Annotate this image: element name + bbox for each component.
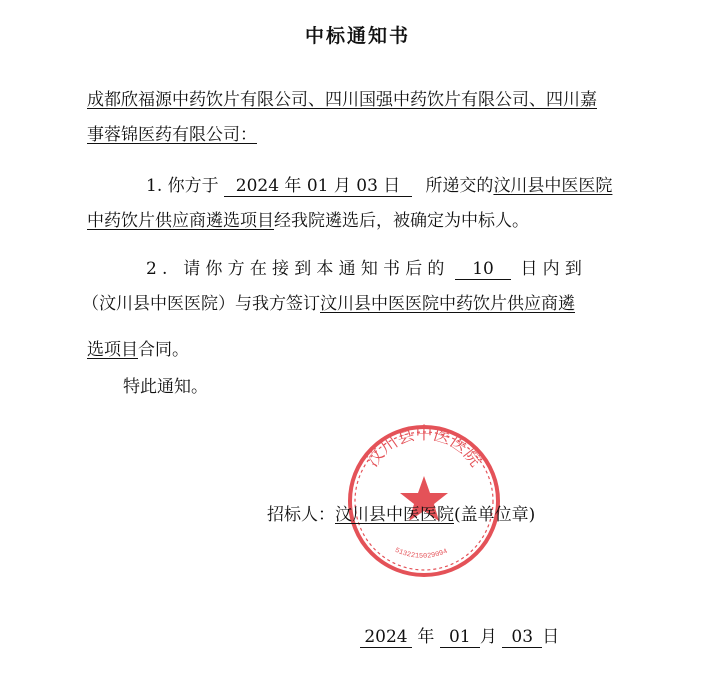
seal-code: 5132215029094: [393, 546, 449, 561]
item-2-line-3: [87, 338, 189, 362]
seal-name: 汶川县中医医院: [362, 424, 486, 471]
item-2-days: 10: [455, 259, 511, 280]
svg-text:5132215029094: [393, 547, 448, 561]
footer-date: [360, 625, 559, 649]
item-2-line-2: [82, 292, 575, 316]
official-seal-stamp: [344, 421, 504, 581]
footer-day-unit: 日: [542, 627, 560, 647]
footer-year-unit: 年: [417, 627, 435, 647]
signature-label: 招标人：: [267, 505, 335, 525]
signature-line: [267, 503, 535, 527]
item-2-project-b: 选项目: [87, 340, 138, 360]
item-1-middle: 所递交的: [425, 176, 494, 196]
item-2-prefix: 2. 请你方在接到本通知书后的: [146, 259, 450, 279]
item-2-line3-suffix: 合同。: [138, 340, 189, 360]
item-1-line-1: [146, 174, 612, 198]
item-1-project-a: 汶川县中医医院: [493, 176, 613, 196]
footer-month: 01: [440, 627, 480, 648]
closing-notice: 特此通知。: [123, 377, 208, 397]
item-1-suffix: 经我院遴选后，被确定为中标人。: [274, 211, 529, 231]
footer-day: 03: [502, 627, 542, 648]
recipients-line-1: 成都欣福源中药饮片有限公司、四川国强中药饮片有限公司、四川嘉: [87, 90, 597, 110]
signature-name: 汶川县中医医院: [335, 505, 454, 525]
footer-year: 2024: [360, 627, 412, 648]
item-1-prefix: 1. 你方于: [146, 176, 219, 196]
document-title: 中标通知书: [304, 25, 410, 47]
item-1-date: 2024 年 01 月 03 日: [224, 176, 412, 197]
item-1-project-b: 中药饮片供应商遴选项目: [87, 211, 274, 231]
item-2-suffix: 日内到: [520, 259, 588, 279]
recipients-line-2: 事蓉锦医药有限公司：: [87, 125, 257, 145]
item-1-line-2: [87, 209, 529, 233]
svg-text:汶川县中医医院: [363, 424, 486, 470]
signature-note: (盖单位章): [454, 505, 536, 525]
item-2-line-1: [146, 257, 587, 281]
footer-month-unit: 月: [479, 627, 497, 647]
item-2-project-a: 汶川县中医医院中药饮片供应商遴: [320, 294, 575, 314]
item-2-line2-prefix: （汶川县中医医院）与我方签订: [82, 294, 320, 314]
